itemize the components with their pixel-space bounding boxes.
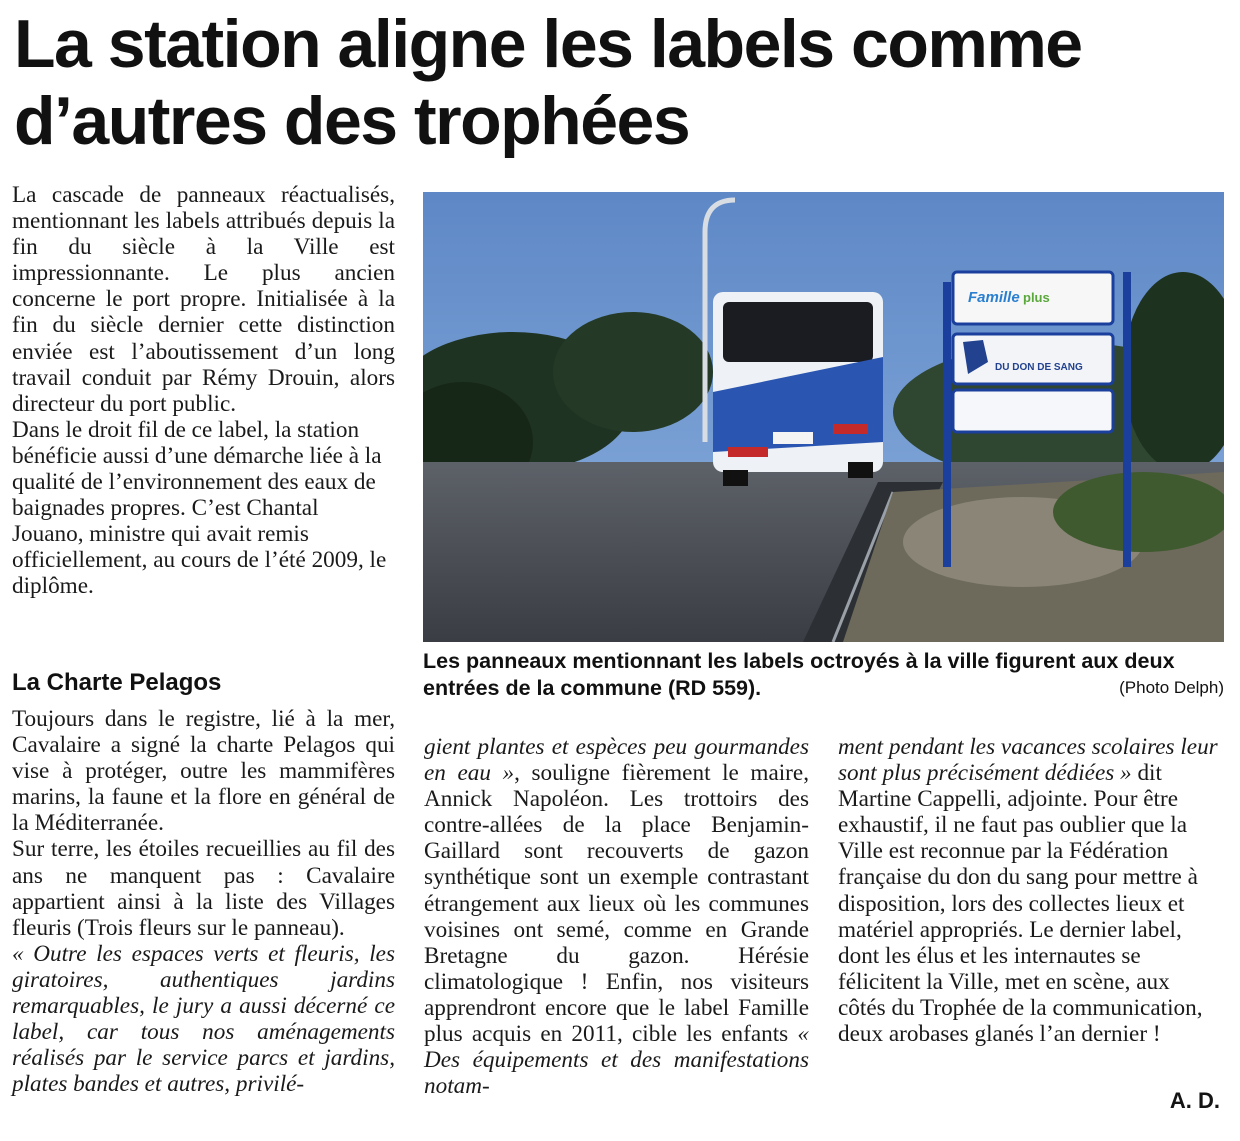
headline-line-2: d’autres des trophées [14,83,690,159]
headline-line-1: La station aligne les labels comme [14,6,1082,82]
headline [14,6,1229,160]
paragraph-villages-fleuris: Sur terre, les étoiles recueillies au fil des ans ne manquent pas : Cavalaire appartient ainsi à la liste des Villages fleuris (Trois fleurs sur le panneau). [12,836,395,941]
paragraph-column-2 [424,734,809,1099]
sign-text-plus: plus [1023,290,1050,305]
body-column-2 [424,734,809,1099]
author-signature: A. D. [1169,1088,1220,1113]
article-photo [423,192,1224,642]
paragraph-pelagos: Toujours dans le registre, lié à la mer, Cavalaire a signé la charte Pelagos qui vise à protéger, outre les mammifères marins, la faune et la flore en général de la Méditerranée. [12,706,395,837]
text-column-3: dit Martine Cappelli, adjointe. Pour être exhaustif, il ne faut pas oublier que la Ville est reconnue par la Fédération française du don du sang pour mettre à disposition, lors des collectes lieux et matériel appropriés. Le dernier label, dont les élus et les internautes se félicitent la Ville, met en scène, aux côtés du Trophée de la communication, deux arobases glanés l’an dernier ! [838,760,1203,1048]
body-column-3 [838,734,1223,1047]
caption-text: Les panneaux mentionnant les labels octroyés à la ville figurent aux deux entrées de la commune (RD 559). [423,649,1175,700]
intro-paragraph-1: La cascade de panneaux réactualisés, mentionnant les labels attribués depuis la fin du siècle à la Ville est impressionnante. Le plus ancien concerne le port propre. Initialisée à la fin du siècle dernier cette distinction enviée est l’aboutissement d’un long travail conduit par Rémy Drouin, alors directeur du port public. [12,182,395,417]
body-column-1 [12,706,395,1097]
quote-mayor-part-1: « Outre les espaces verts et fleuris, les giratoires, authentiques jardins remarquables, le jury a aussi décerné ce label, car tous nos aménagements réalisés par le service parcs et jardins, plates bandes et autres, privilé- [12,940,395,1098]
photo-credit: (Photo Delph) [1119,678,1224,697]
paragraph-column-3 [838,734,1223,1047]
paragraph-quote [12,941,395,1098]
intro-column [12,182,395,600]
label-sign-3 [953,390,1113,432]
quote-mayor-part-2: gient plantes et espèces peu gourmandes en eau » [424,734,809,787]
sign-text-famille: Famille [968,289,1020,306]
quote-cappelli-part-1: « Des équipements et des manifestations notam- [424,1021,809,1100]
sign-text-don-de-sang: DU DON DE SANG [995,362,1083,373]
photo-caption [423,648,1224,702]
bus-stop-signs-photo [423,192,1224,642]
quote-cappelli-part-2: ment pendant les vacances scolaires leur sont plus précisément dédiées » [838,734,1218,787]
text-column-2: , souligne fièrement le maire, Annick Napoléon. Les trottoirs des contre-allées de la place Benjamin-Gaillard sont recouverts de gazon synthétique sont un exemple contrastant étrangement aux lieux où les communes voisines ont semé, comme en Grande Bretagne du gazon. Hérésie climatologique ! Enfin, nos visiteurs apprendront encore que le label Famille plus acquis en 2011, cible les enfants [424,760,809,1048]
intro-paragraph-2: Dans le droit fil de ce label, la station bénéficie aussi d’une démarche liée à la qualité de l’environnement des eaux de baignades propres. C’est Chantal Jouano, ministre qui avait remis officiellement, au cours de l’été 2009, le diplôme. [12,416,387,600]
subhead-charte-pelagos: La Charte Pelagos [12,669,222,696]
